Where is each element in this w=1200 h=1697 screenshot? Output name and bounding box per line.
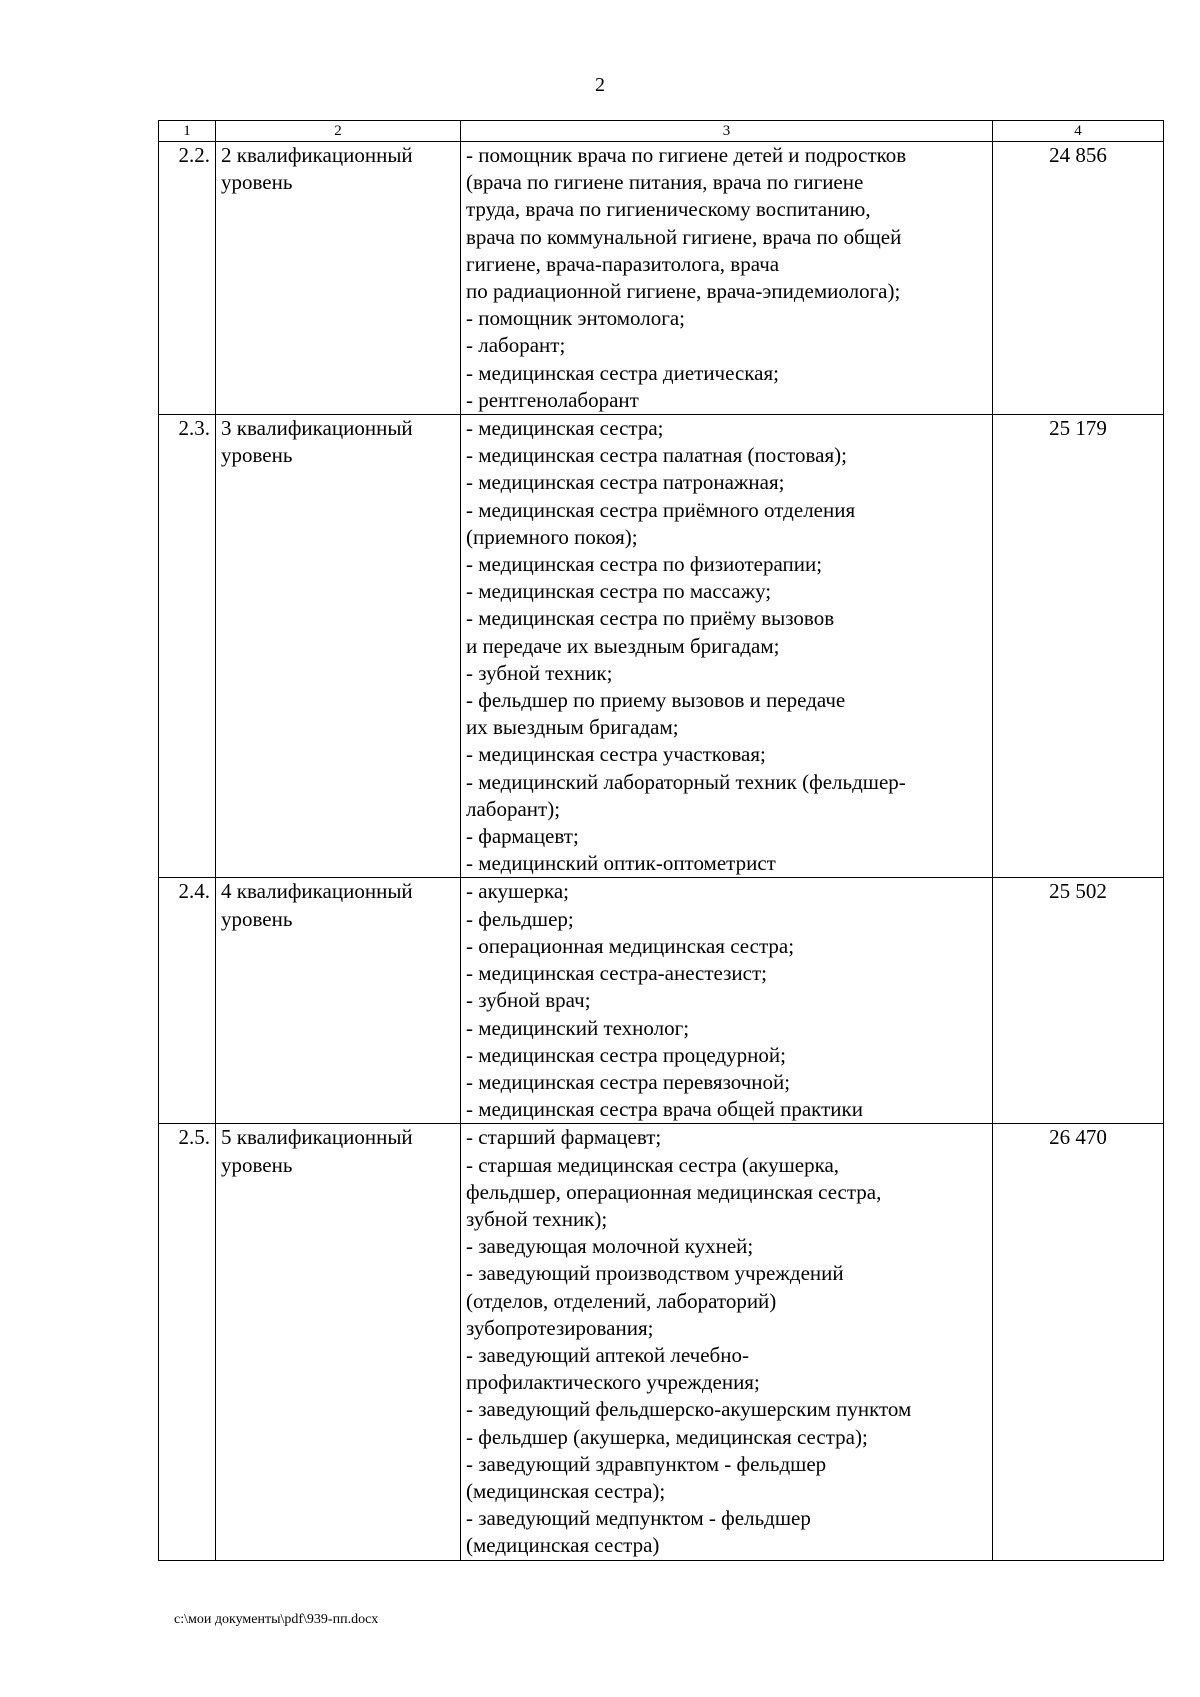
position-line: - заведующая молочной кухней; (466, 1234, 754, 1259)
salary-value: 25 502 (993, 878, 1164, 1124)
position-line: - медицинская сестра участковая; (466, 742, 766, 767)
position-line: (приемного покоя); (466, 524, 638, 549)
row-number: 2.3. (159, 415, 216, 878)
salary-table (158, 120, 1164, 1561)
position-line: - медицинская сестра по массажу; (466, 579, 772, 604)
position-line: - медицинская сестра приёмного отделения (466, 497, 856, 522)
positions-list (461, 415, 993, 878)
position-line: - акушерка; (466, 879, 570, 904)
position-line: - медицинский технолог; (466, 1015, 690, 1040)
row-number: 2.2. (159, 142, 216, 415)
row-number: 2.4. (159, 878, 216, 1124)
qualification-level: 2 квалификационный уровень (216, 142, 461, 415)
position-line: (отделов, отделений, лабораторий) (466, 1288, 777, 1313)
position-line: - рентгенолаборант (466, 387, 639, 412)
positions-list (461, 878, 993, 1124)
column-header: 2 (216, 121, 461, 142)
qualification-level: 3 квалификационный уровень (216, 415, 461, 878)
qualification-level: 4 квалификационный уровень (216, 878, 461, 1124)
position-line: - медицинская сестра; (466, 416, 664, 441)
position-line: - медицинская сестра по физиотерапии; (466, 552, 823, 577)
position-line: - заведующий аптекой лечебно- (466, 1342, 749, 1367)
row-number: 2.5. (159, 1124, 216, 1560)
position-line: - помощник энтомолога; (466, 306, 685, 331)
table-row (159, 1124, 1164, 1560)
position-line: - медицинская сестра палатная (постовая); (466, 443, 847, 468)
position-line: - старшая медицинская сестра (акушерка, (466, 1152, 840, 1177)
position-line: - фельдшер по приему вызовов и передаче (466, 688, 846, 713)
position-line: профилактического учреждения; (466, 1370, 760, 1395)
positions-list (461, 1124, 993, 1560)
position-line: - старший фармацевт; (466, 1125, 662, 1150)
file-path-footer: c:\мои документы\pdf\939-пп.docx (174, 1612, 379, 1627)
position-line: - помощник врача по гигиене детей и подростков (466, 143, 907, 167)
salary-value: 24 856 (993, 142, 1164, 415)
position-line: - зубной техник; (466, 660, 613, 685)
table-body (159, 142, 1164, 1561)
position-line: - медицинская сестра диетическая; (466, 360, 779, 385)
table-header-row (159, 121, 1164, 142)
position-line: - медицинская сестра перевязочной; (466, 1069, 791, 1094)
column-header: 4 (993, 121, 1164, 142)
column-header: 1 (159, 121, 216, 142)
position-line: - медицинский оптик-оптометрист (466, 851, 776, 876)
qualification-level: 5 квалификационный уровень (216, 1124, 461, 1560)
position-line: - зубной врач; (466, 988, 591, 1013)
position-line: - медицинский лабораторный техник (фельдшер- (466, 769, 906, 794)
table-row (159, 415, 1164, 878)
salary-value: 26 470 (993, 1124, 1164, 1560)
table-row (159, 878, 1164, 1124)
position-line: зубной техник); (466, 1206, 608, 1231)
position-line: фельдшер, операционная медицинская сестра, (466, 1179, 882, 1204)
positions-list (461, 142, 993, 415)
position-line: гигиене, врача-паразитолога, врача (466, 251, 780, 276)
position-line: их выездным бригадам; (466, 715, 679, 740)
position-line: врача по коммунальной гигиене, врача по общей (466, 224, 902, 249)
salary-value: 25 179 (993, 415, 1164, 878)
position-line: - заведующий фельдшерско-акушерским пунктом (466, 1397, 912, 1422)
position-line: по радиационной гигиене, врача-эпидемиолога); (466, 279, 901, 304)
position-line: - заведующий здравпунктом - фельдшер (466, 1451, 827, 1476)
position-line: - медицинская сестра патронажная; (466, 470, 785, 495)
position-line: - операционная медицинская сестра; (466, 933, 795, 958)
position-line: - фельдшер; (466, 906, 574, 931)
position-line: (врача по гигиене питания, врача по гигиене (466, 170, 864, 195)
position-line: (медицинская сестра) (466, 1533, 660, 1558)
table-row (159, 142, 1164, 415)
column-header: 3 (461, 121, 993, 142)
position-line: и передаче их выездным бригадам; (466, 633, 780, 658)
position-line: - заведующий медпунктом - фельдшер (466, 1506, 811, 1531)
position-line: (медицинская сестра); (466, 1478, 666, 1503)
position-line: - медицинская сестра-анестезист; (466, 961, 767, 986)
position-line: лаборант); (466, 796, 561, 821)
position-line: зубопротезирования; (466, 1315, 654, 1340)
position-line: - лаборант; (466, 333, 566, 358)
position-line: - медицинская сестра врача общей практики (466, 1097, 863, 1122)
position-line: - медицинская сестра по приёму вызовов (466, 606, 835, 631)
position-line: - медицинская сестра процедурной; (466, 1042, 786, 1067)
position-line: - фельдшер (акушерка, медицинская сестра); (466, 1424, 868, 1449)
page-number: 2 (595, 74, 605, 96)
position-line: труда, врача по гигиеническому воспитанию, (466, 197, 871, 222)
position-line: - заведующий производством учреждений (466, 1261, 844, 1286)
position-line: - фармацевт; (466, 824, 579, 849)
